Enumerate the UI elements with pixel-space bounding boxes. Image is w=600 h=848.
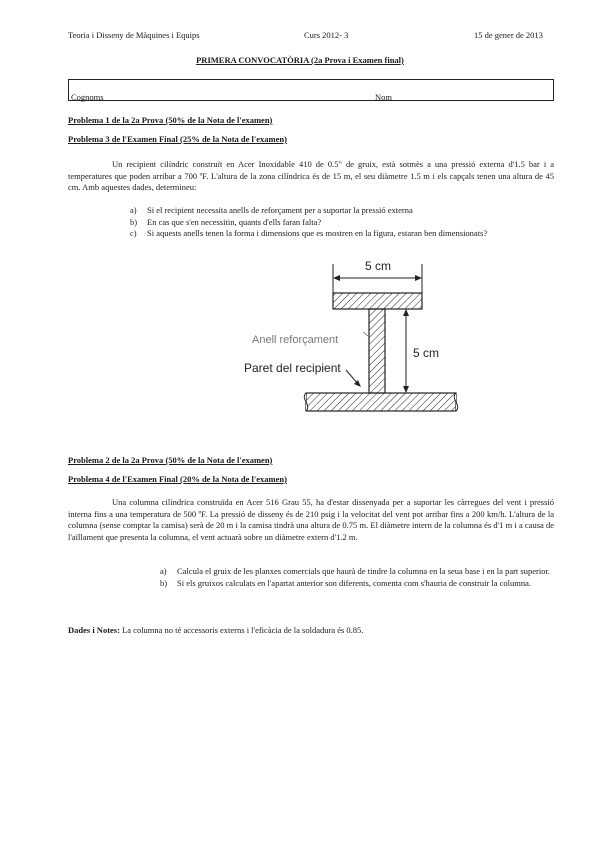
section1-paragraph: Un recipient cilíndric construït en Acer Inoxidable 410 de 0.5" de gruix, està sotmès a una pressió externa d'1.5 bar i a temperatures que poden arribar a 700 ºF. L'altura de la zona cilíndrica és de 15 m, el seu diàmetre 1.5 m i els capçals tenen una altura de 45 cm. Amb aquestes dades, determineu:	[68, 159, 554, 192]
question-a: a) Si el recipient necessita anells de reforçament per a suportar la pressió externa	[130, 205, 413, 215]
question-b: b) En cas que s'en necessitin, quants d'ells faran falta?	[130, 216, 322, 227]
section2-questions	[160, 566, 554, 589]
question-a: a) Calcula el gruix de les planxes comercials que haurà de tindre la columna en la seua base i en la part superior.	[160, 566, 550, 576]
exam-title: PRIMERA CONVOCATÒRIA (2a Prova i Examen final)	[196, 55, 404, 65]
question-b: b) Si els gruixos calculats en l'apartat anterior son diferents, comenta com s'hauria de construir la columna.	[160, 577, 532, 588]
section1-heading-b: Problema 3 de l'Examen Final (25% de la Nota de l'examen)	[68, 134, 287, 144]
notes-label: Dades i Notes:	[68, 625, 120, 635]
side-dimension	[403, 309, 439, 393]
top-dimension-label: 5 cm	[364, 259, 392, 273]
side-dimension-label: 5 cm	[413, 346, 440, 360]
academic-year: Curs 2012- 3	[304, 30, 349, 40]
notes	[68, 625, 363, 635]
notes-text: La columna no té accessoris externs i l'eficàcia de la soldadura és 0.85.	[122, 625, 364, 635]
ring-label: Anell reforçament	[252, 334, 339, 346]
question-c: c) Si aquests anells tenen la forma i dimensions que es mostren en la figura, estaran ben dimensionats?	[130, 228, 488, 238]
section2-paragraph: Una columna cilíndrica construïda en Acer 516 Grau 55, ha d'estar dissenyada per a suportar les càrregues del vent i pressió interna fins a una temperatura de 500 ºF. La pressió de disseny és de 210 psig i la velocitat del vent pot arribar fins a 200 km/h. L'altura de la columna (sense comptar la camisa) serà de 20 m i la camisa tindrà una altura de 0.75 m. El diàmetre intern de la columna és d'1 m i a causa de l'aïllament que presenta la columna, el vent actuarà sobre un diàmetre extern d'1.2 m.	[68, 497, 554, 542]
ring-flange	[333, 293, 422, 309]
name-box	[68, 79, 554, 101]
reinforcement-ring-figure	[230, 250, 480, 420]
section1-questions	[130, 205, 554, 240]
section2-heading-a: Problema 2 de la 2a Prova (50% de la Nota de l'examen)	[68, 455, 273, 465]
vessel-wall	[304, 393, 457, 411]
name-label: Nom	[375, 92, 392, 102]
wall-label: Paret del recipient	[244, 361, 341, 375]
top-dimension	[333, 259, 422, 294]
exam-date: 15 de gener de 2013	[474, 30, 543, 40]
surname-label: Cognoms	[71, 92, 104, 102]
ring-web	[369, 309, 385, 393]
section2-heading-b: Problema 4 de l'Examen Final (20% de la Nota de l'examen)	[68, 474, 287, 484]
section1-heading-a: Problema 1 de la 2a Prova (50% de la Nota de l'examen)	[68, 115, 273, 125]
course-name: Teoria i Disseny de Màquines i Equips	[68, 30, 200, 40]
